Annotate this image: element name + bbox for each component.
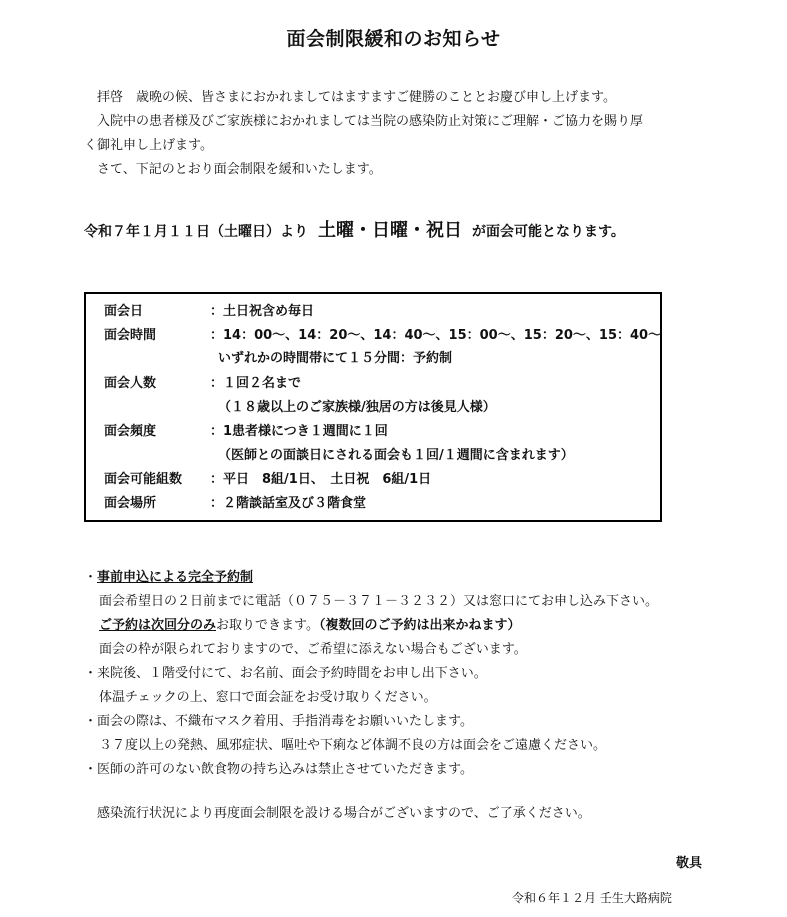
- bullet: ・: [84, 570, 98, 585]
- details-box: [84, 292, 662, 522]
- detail-value: ：２階談話室及び３階食堂: [210, 496, 367, 511]
- note-1-line-2: [84, 614, 744, 638]
- note-1-heading: 事前申込による完全予約制: [97, 570, 254, 585]
- detail-value: ：１回２名まで: [210, 376, 302, 391]
- closing-text: 感染流行状況により再度面会制限を設ける場合がございますので、ご了承ください。: [97, 806, 591, 821]
- signature: 令和６年１２月 壬生大路病院: [512, 891, 672, 905]
- intro-line-3: く御礼申し上げます。: [84, 138, 213, 153]
- detail-label: 面会場所: [104, 496, 157, 511]
- closing-salutation: 敬具: [676, 856, 703, 871]
- notes-list: [84, 566, 744, 782]
- intro-line-2: 入院中の患者様及びご家族様におかれましては当院の感染防止対策にご理解・ご協力を賜り厚: [97, 114, 644, 129]
- headline-suffix: が面会可能となります。: [472, 224, 625, 240]
- detail-label: 面会人数: [104, 376, 157, 391]
- note-1-bold: （複数回のご予約は出来かねます）: [318, 618, 521, 633]
- detail-label: 面会時間: [104, 328, 157, 343]
- headline-days: 土曜・日曜・祝日: [318, 220, 462, 241]
- note-4-line-1: ・医師の許可のない飲食物の持ち込みは禁止させていただきます。: [84, 762, 473, 777]
- detail-label: 面会日: [104, 304, 144, 319]
- detail-row-frequency: [104, 420, 388, 444]
- page-title: 面会制限緩和のお知らせ: [286, 28, 501, 50]
- note-1-title: [84, 566, 744, 590]
- detail-row-time: [104, 324, 661, 348]
- note-2-line-2: 体温チェックの上、窓口で面会証をお受け取りください。: [99, 690, 437, 705]
- note-1-line-1: 面会希望日の２日前までに電話（０７５－３７１－３２３２）又は窓口にてお申し込み下さい。: [99, 594, 659, 609]
- headline: [84, 216, 625, 242]
- detail-value: ：平日 8組/1日、 土日祝 6組/1日: [210, 472, 432, 487]
- detail-label: 面会頻度: [104, 424, 157, 439]
- detail-row-day: [104, 300, 314, 324]
- detail-sub-frequency: （医師との面談日にされる面会も１回/１週間に含まれます）: [218, 448, 574, 463]
- detail-row-place: [104, 492, 366, 516]
- detail-value: ：1患者様につき１週間に１回: [210, 424, 388, 439]
- intro-line-1: 拝啓 歳晩の候、皆さまにおかれましてはますますご健勝のこととお慶び申し上げます。: [97, 90, 616, 105]
- detail-label: 面会可能組数: [104, 472, 183, 487]
- detail-value: ：14：00～、14：20～、14：40～、15：00～、15：20～、15：40～: [210, 328, 662, 343]
- detail-sub-people: （１８歳以上のご家族様/独居の方は後見人様）: [218, 400, 496, 415]
- headline-date: 令和７年１月１１日（土曜日）より: [84, 224, 308, 240]
- note-3-line-2: ３７度以上の発熱、風邪症状、嘔吐や下痢など体調不良の方は面会をご遠慮ください。: [99, 738, 607, 753]
- intro-line-4: さて、下記のとおり面会制限を緩和いたします。: [97, 162, 382, 177]
- note-3-line-1: ・面会の際は、不織布マスク着用、手指消毒をお願いいたします。: [84, 714, 473, 729]
- detail-sub-time: いずれかの時間帯にて１５分間：予約制: [218, 351, 453, 366]
- note-1-emphasis: ご予約は次回分のみ: [99, 618, 217, 633]
- intro-paragraph: [84, 86, 724, 182]
- note-1-text: お取りできます。: [216, 618, 319, 633]
- detail-value: ：土日祝含め毎日: [210, 304, 315, 319]
- note-1-line-3: 面会の枠が限られておりますので、ご希望に添えない場合もございます。: [99, 642, 527, 657]
- note-2-line-1: ・来院後、１階受付にて、お名前、面会予約時間をお申し出下さい。: [84, 666, 487, 681]
- detail-row-groups: [104, 468, 431, 492]
- detail-row-people: [104, 372, 301, 396]
